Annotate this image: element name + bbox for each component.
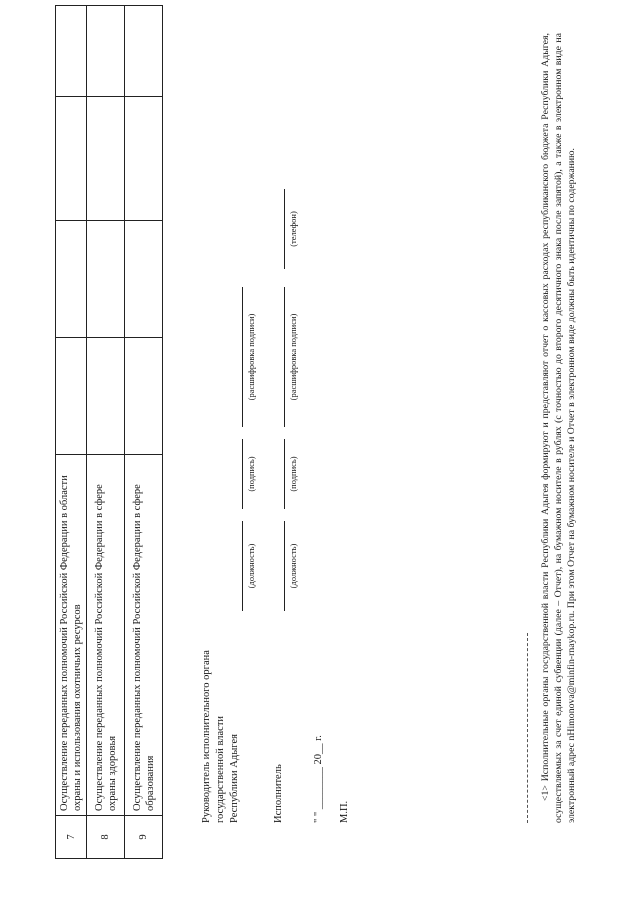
row-value-cell <box>56 221 87 338</box>
row-value-cell <box>125 6 163 97</box>
date-line: " " ________ 20__ г. <box>313 735 324 823</box>
decoding-caption: (расшифровка подписи) <box>246 313 256 401</box>
position-caption: (должность) <box>246 543 256 589</box>
row-number: 9 <box>125 816 163 859</box>
row-value-cell <box>125 221 163 338</box>
row-value-cell <box>87 338 125 455</box>
table-row <box>56 6 87 859</box>
row-value-cell <box>56 338 87 455</box>
row-value-cell <box>56 6 87 97</box>
footnote-text: <1> Исполнительные органы государственной власти Республики Адыгея формируют и представляют отчет о кассовых расходах республиканского бюджета Республики Адыгея, осуществляемых за счет единой субвенции (далее – Отчет), на бумажном носителе в рублях (с точностью до второго десятичного знака после запятой), а также в электронном виде на электронный адрес nHimonova@minfin-rnaykop.ru. При этом Отчет на бумажном носителе и Отчет в электронном виде должны быть идентичны по содержанию. <box>540 33 577 823</box>
expenses-table <box>55 5 163 859</box>
head-title-line-1: Руководитель исполнительного органа <box>201 650 212 823</box>
row-value-cell <box>56 97 87 221</box>
executor-decoding-line <box>284 287 285 427</box>
footnote-separator <box>527 633 528 823</box>
row-number: 8 <box>87 816 125 859</box>
table-row <box>125 6 163 859</box>
phone-caption: (телефон) <box>288 211 298 247</box>
row-value-cell <box>87 97 125 221</box>
decoding-signature-line <box>242 287 243 427</box>
row-value-cell <box>125 338 163 455</box>
stamp-placeholder: М.П. <box>339 800 350 823</box>
row-name: Осуществление переданных полномочий Российской Федерации в сфере образования <box>125 455 163 816</box>
executor-decoding-caption: (расшифровка подписи) <box>288 313 298 401</box>
executor-signature-line <box>284 439 285 509</box>
footnote <box>540 33 579 823</box>
executor-position-caption: (должность) <box>288 543 298 589</box>
row-value-cell <box>87 221 125 338</box>
executor-position-line <box>284 521 285 611</box>
executor-phone-line <box>284 189 285 269</box>
executor-signature-caption: (подпись) <box>288 456 298 492</box>
executor-label: Исполнитель <box>273 764 284 823</box>
row-name: Осуществление переданных полномочий Российской Федерации в сфере охраны здоровья <box>87 455 125 816</box>
row-number: 7 <box>56 816 87 859</box>
row-name: Осуществление переданных полномочий Российской Федерации в области охраны и использования охотничьих ресурсов <box>56 455 87 816</box>
row-value-cell <box>87 6 125 97</box>
signature-line <box>242 439 243 509</box>
head-title-line-2: государственной власти <box>215 715 226 823</box>
signature-caption: (подпись) <box>246 456 256 492</box>
row-value-cell <box>125 97 163 221</box>
position-signature-line <box>242 521 243 611</box>
head-title-line-3: Республики Адыгея <box>229 734 240 823</box>
table-row <box>87 6 125 859</box>
